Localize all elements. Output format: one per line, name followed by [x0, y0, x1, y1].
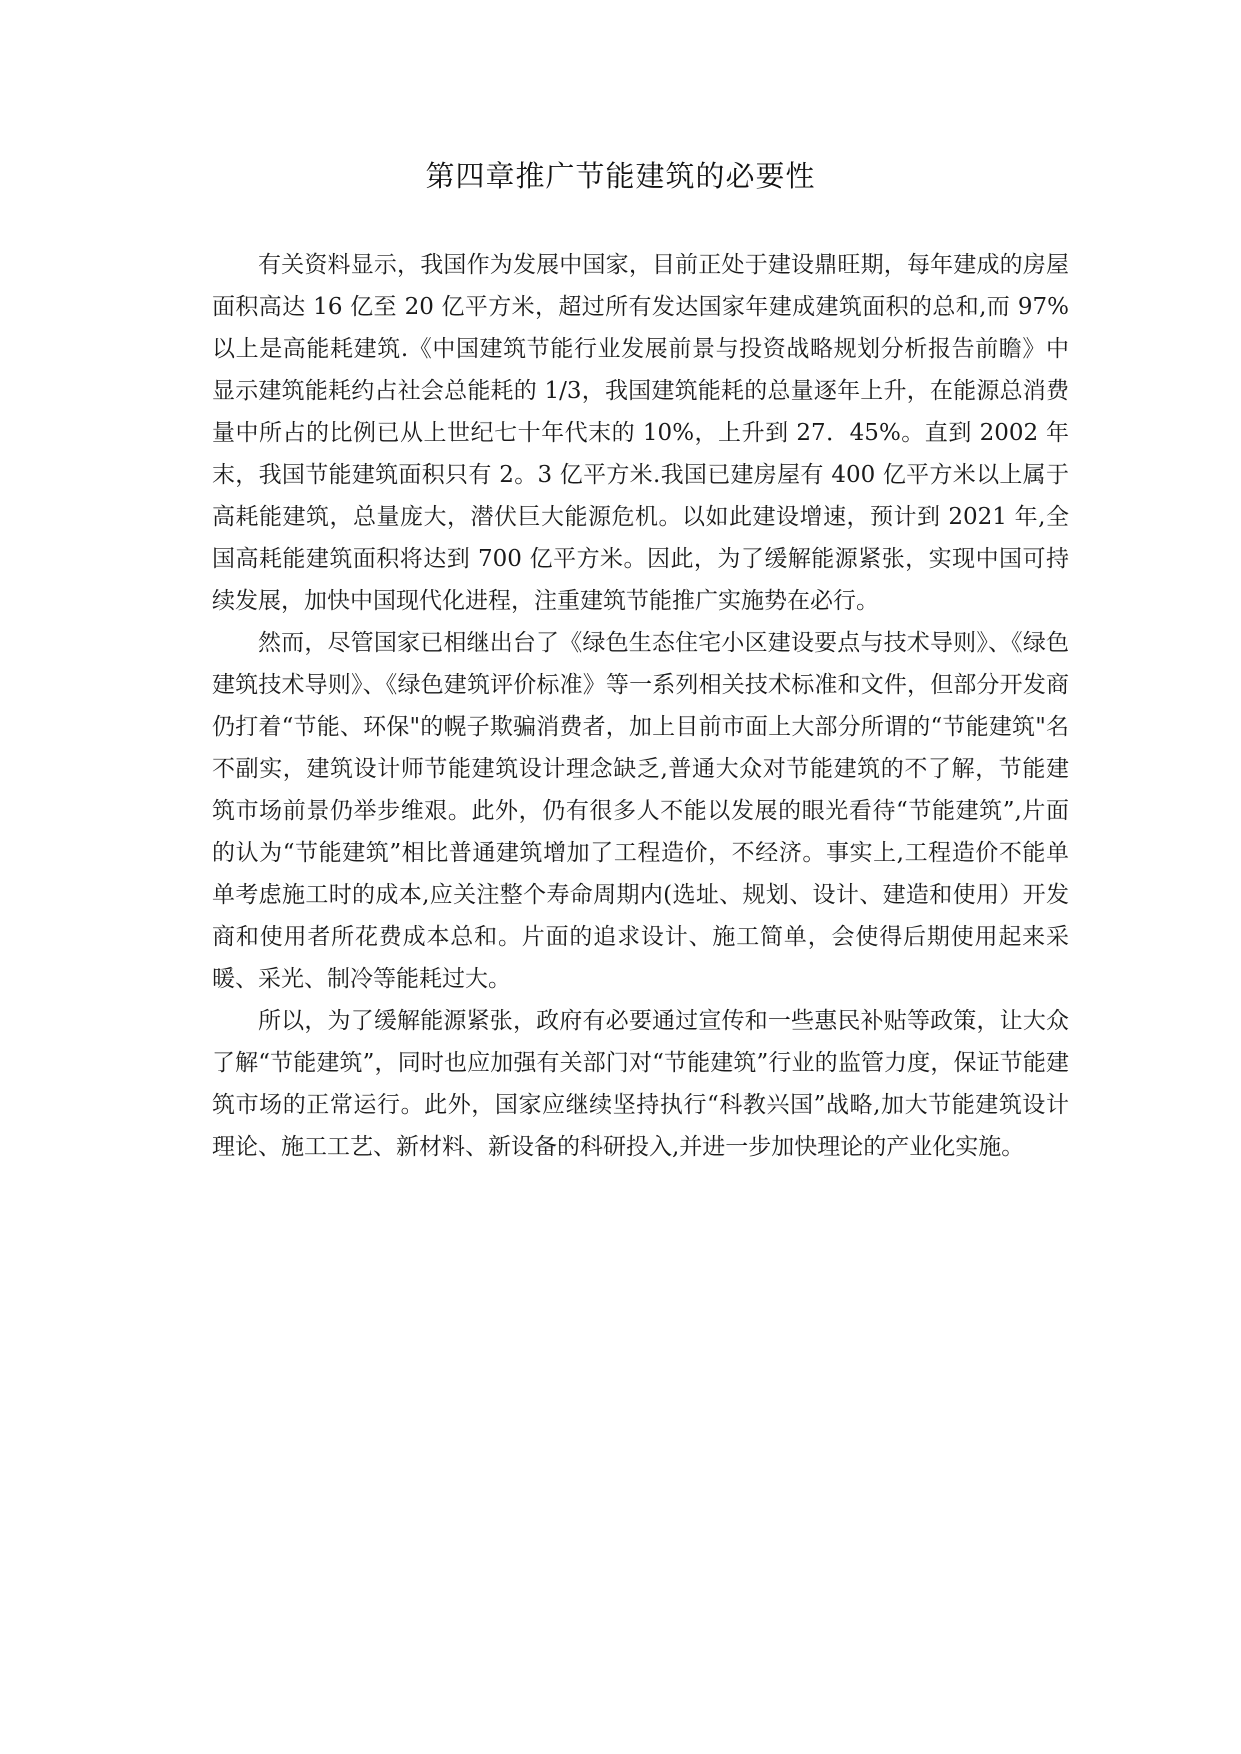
paragraph-1: 有关资料显示，我国作为发展中国家，目前正处于建设鼎旺期，每年建成的房屋面积高达 16 亿至 20 亿平方米，超过所有发达国家年建成建筑面积的总和,而 97%以上是高能耗建筑.《中国建筑节能行业发展前景与投资战略规划分析报告前瞻》中显示建筑能耗约占社会总能耗的 1/3，我国建筑能耗的总量逐年上升，在能源总消费量中所占的比例已从上世纪七十年代末的 10%，上升到 27．45%。直到 2002 年末，我国节能建筑面积只有 2。3 亿平方米.我国已建房屋有 400 亿平方米以上属于高耗能建筑，总量庞大，潜伏巨大能源危机。以如此建设增速，预计到 2021 年,全国高耗能建筑面积将达到 700 亿平方米。因此，为了缓解能源紧张，实现中国可持续发展，加快中国现代化进程，注重建筑节能推广实施势在必行。	[212, 252, 1069, 614]
chapter-title: 第四章推广节能建筑的必要性	[425, 159, 816, 193]
paragraph-2: 然而，尽管国家已相继出台了《绿色生态住宅小区建设要点与技术导则》、《绿色建筑技术导则》、《绿色建筑评价标准》等一系列相关技术标准和文件，但部分开发商仍打着“节能、环保"的幌子欺骗消费者，加上目前市面上大部分所谓的“节能建筑"名不副实，建筑设计师节能建筑设计理念缺乏,普通大众对节能建筑的不了解，节能建筑市场前景仍举步维艰。此外，仍有很多人不能以发展的眼光看待“节能建筑”,片面的认为“节能建筑”相比普通建筑增加了工程造价，不经济。事实上,工程造价不能单单考虑施工时的成本,应关注整个寿命周期内(选址、规划、设计、建造和使用）开发商和使用者所花费成本总和。片面的追求设计、施工简单，会使得后期使用起来采暖、采光、制冷等能耗过大。	[212, 630, 1069, 992]
body-text	[212, 244, 1069, 1168]
paragraph-3: 所以，为了缓解能源紧张，政府有必要通过宣传和一些惠民补贴等政策，让大众了解“节能建筑”，同时也应加强有关部门对“节能建筑”行业的监管力度，保证节能建筑市场的正常运行。此外，国家应继续坚持执行“科教兴国”战略,加大节能建筑设计理论、施工工艺、新材料、新设备的科研投入,并进一步加快理论的产业化实施。	[212, 1008, 1069, 1160]
